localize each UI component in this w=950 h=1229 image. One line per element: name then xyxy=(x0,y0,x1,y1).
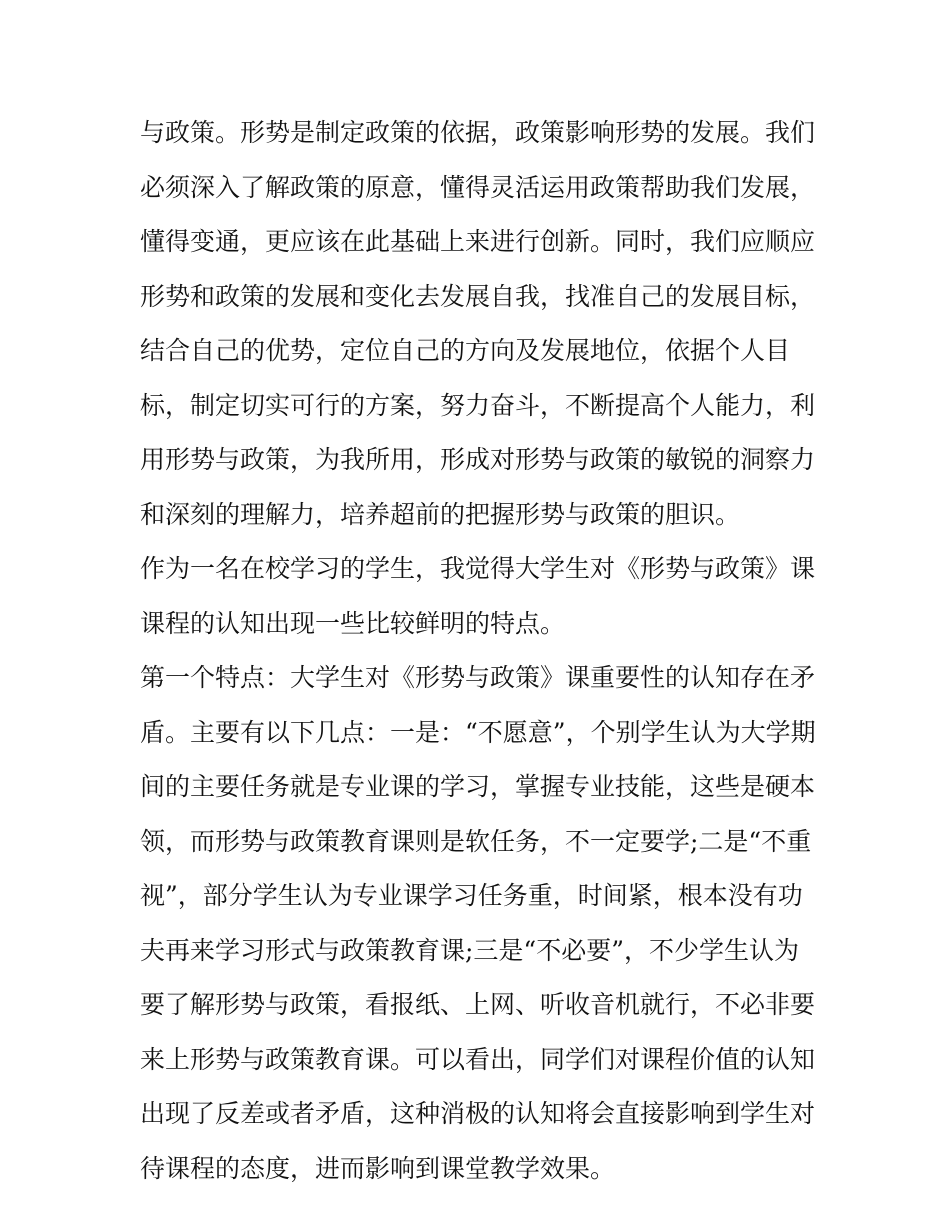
text-line: 要了解形势与政策，看报纸、上网、听收音机就行，不必非要 xyxy=(140,990,816,1019)
text-line: 盾。主要有以下几点：一是：“不愿意”，个别学生认为大学期 xyxy=(140,717,816,747)
text-line: 来上形势与政策教育课。可以看出，同学们对课程价值的认知 xyxy=(140,1044,816,1074)
text-line: 懂得变通，更应该在此基础上来进行创新。同时，我们应顺应 xyxy=(140,227,816,256)
text-line: 标，制定切实可行的方案，努力奋斗，不断提高个人能力，利 xyxy=(140,390,816,420)
text-line: 作为一名在校学习的学生，我觉得大学生对《形势与政策》课 xyxy=(140,554,816,583)
text-line: 结合自己的优势，定位自己的方向及发展地位，依据个人目 xyxy=(140,336,791,365)
text-line: 与政策。形势是制定政策的依据，政策影响形势的发展。我们 xyxy=(140,118,816,147)
text-line: 课程的认知出现一些比较鲜明的特点。 xyxy=(140,608,566,638)
text-line: 间的主要任务就是专业课的学习，掌握专业技能，这些是硬本 xyxy=(140,772,816,801)
body-text xyxy=(140,106,820,1196)
text-line: 夫再来学习形式与政策教育课;三是“不必要”，不少学生认为 xyxy=(140,935,799,965)
text-line: 用形势与政策，为我所用，形成对形势与政策的敏锐的洞察力 xyxy=(140,445,816,474)
text-line: 形势和政策的发展和变化去发展自我，找准自己的发展目标， xyxy=(140,281,816,311)
text-line: 和深刻的理解力，培养超前的把握形势与政策的胆识。 xyxy=(140,499,741,529)
text-line: 视”，部分学生认为专业课学习任务重，时间紧，根本没有功 xyxy=(140,881,803,910)
text-line: 必须深入了解政策的原意，懂得灵活运用政策帮助我们发展， xyxy=(140,172,816,202)
text-line: 第一个特点：大学生对《形势与政策》课重要性的认知存在矛 xyxy=(140,663,816,692)
text-line: 待课程的态度，进而影响到课堂教学效果。 xyxy=(140,1153,616,1183)
text-line: 领，而形势与政策教育课则是软任务，不一定要学;二是“不重 xyxy=(140,826,812,856)
text-line: 出现了反差或者矛盾，这种消极的认知将会直接影响到学生对 xyxy=(140,1099,816,1128)
